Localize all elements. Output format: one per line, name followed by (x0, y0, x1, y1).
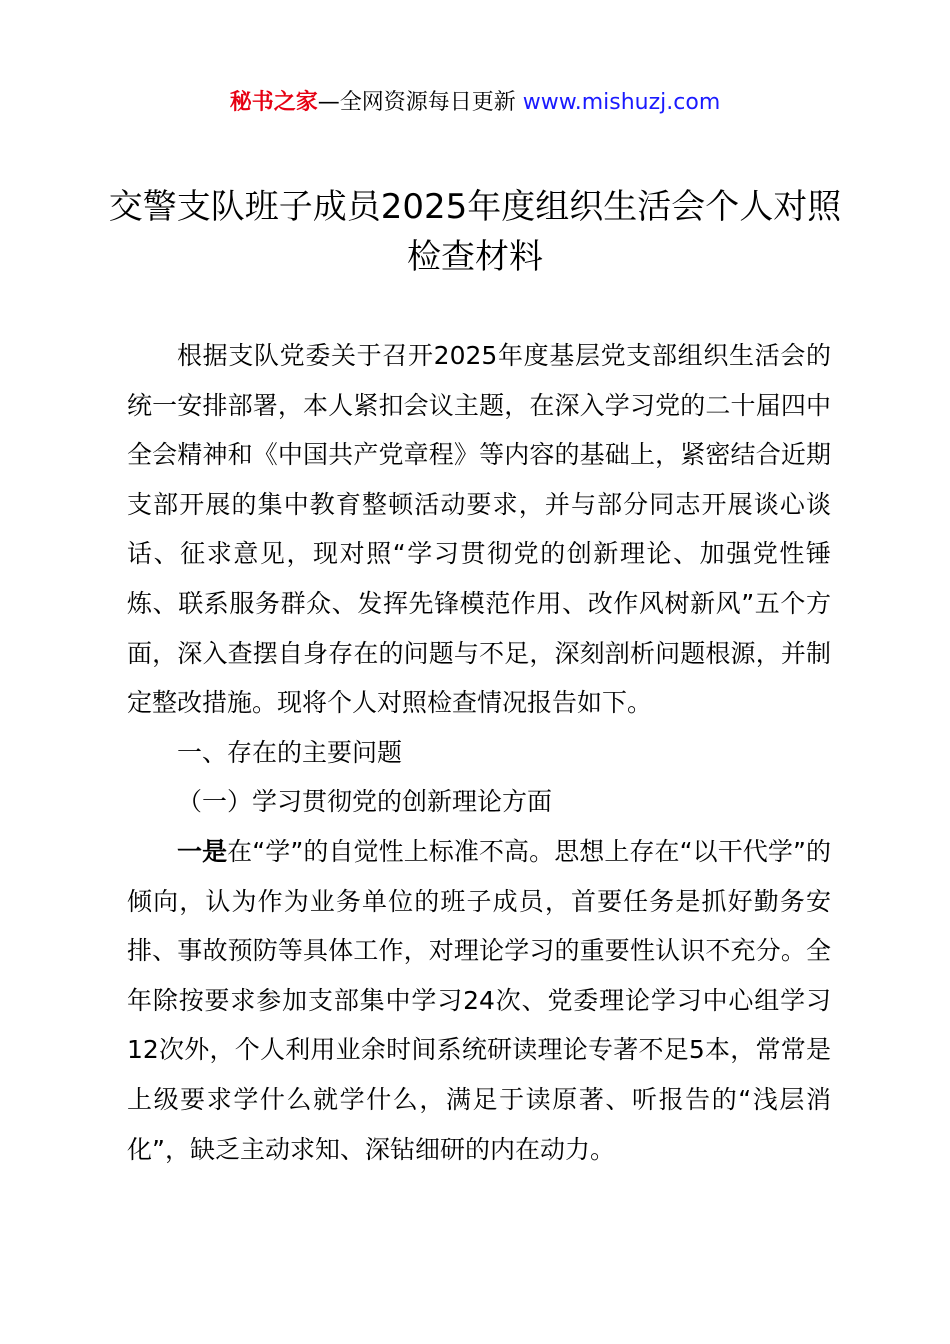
site-header (0, 88, 950, 118)
intro-paragraph: 根据支队党委关于召开2025年度基层党支部组织生活会的统一安排部署，本人紧扣会议主题，在深入学习党的二十届四中全会精神和《中国共产党章程》等内容的基础上，紧密结合近期支部开展的集中教育整顿活动要求，并与部分同志开展谈心谈话、征求意见，现对照“学习贯彻党的创新理论、加强党性锤炼、联系服务群众、发挥先锋模范作用、改作风树新风”五个方面，深入查摆自身存在的问题与不足，深刻剖析问题根源，并制定整改措施。现将个人对照检查情况报告如下。 (127, 341, 831, 718)
document-body (127, 331, 831, 1174)
document-title: 交警支队班子成员2025年度组织生活会个人对照检查材料 (108, 187, 842, 277)
subsection-heading: （一）学习贯彻党的创新理论方面 (177, 787, 553, 817)
site-url-link[interactable]: www.mishuzj.com (522, 90, 721, 115)
point-paragraph (127, 827, 831, 1174)
point-text: 在“学”的自觉性上标准不高。思想上存在“以干代学”的倾向，认为作为业务单位的班子成员，首要任务是抓好勤务安排、事故预防等具体工作，对理论学习的重要性认识不充分。全年除按要求参加支部集中学习24次、党委理论学习中心组学习12次外，个人利用业余时间系统研读理论专著不足5本，常常是上级要求学什么就学什么，满足于读原著、听报告的“浅层消化”，缺乏主动求知、深钻细研的内在动力。 (127, 836, 831, 1164)
site-slogan: —全网资源每日更新 (317, 90, 516, 115)
site-brand: 秘书之家 (229, 90, 318, 115)
section-heading: 一、存在的主要问题 (177, 737, 403, 767)
point-lead: 一是 (177, 836, 228, 866)
